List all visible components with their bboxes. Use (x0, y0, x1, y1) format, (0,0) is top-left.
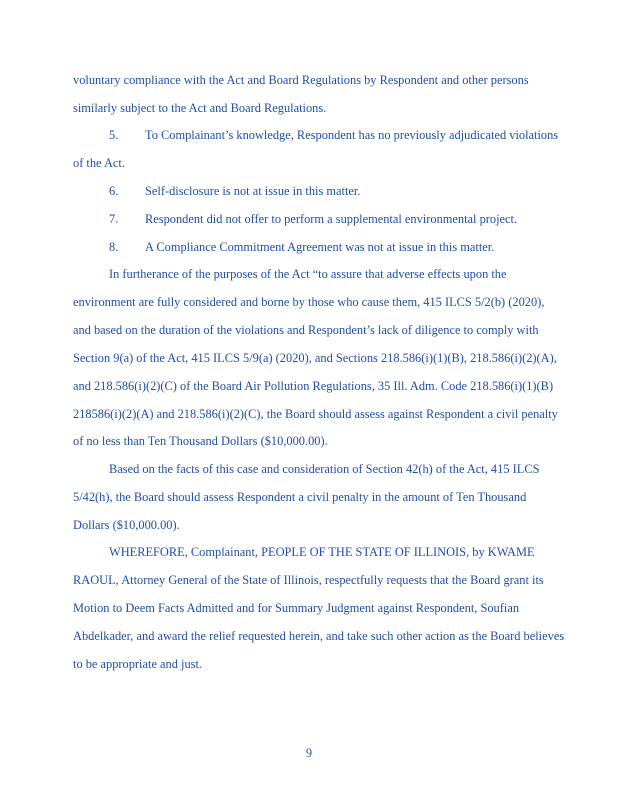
item-number: 6. (109, 184, 119, 198)
item-text-cont: of the Act. (73, 156, 125, 170)
item-text: To Complainant’s knowledge, Respondent has no previously adjudicated violations (145, 128, 559, 142)
paragraph-line: environment are fully considered and borne by those who cause them, 415 ILCS 5/2(b) (2020), (73, 295, 545, 309)
body-line: voluntary compliance with the Act and Board Regulations by Respondent and other persons (73, 73, 529, 87)
item-text: A Compliance Commitment Agreement was not at issue in this matter. (145, 240, 495, 254)
paragraph-line: In furtherance of the purposes of the Act “to assure that adverse effects upon the (109, 267, 507, 281)
paragraph-line: Based on the facts of this case and consideration of Section 42(h) of the Act, 415 ILCS (109, 462, 540, 476)
item-text: Respondent did not offer to perform a supplemental environmental project. (145, 212, 518, 226)
paragraph-line: Abdelkader, and award the relief requested herein, and take such other action as the Board believes (73, 629, 565, 643)
paragraph-line: RAOUL, Attorney General of the State of Illinois, respectfully requests that the Board grant its (73, 573, 544, 587)
paragraph-line: WHEREFORE, Complainant, PEOPLE OF THE STATE OF ILLINOIS, by KWAME (109, 545, 535, 559)
paragraph-line: and based on the duration of the violations and Respondent’s lack of diligence to comply with (73, 323, 539, 337)
paragraph-line: 5/42(h), the Board should assess Respondent a civil penalty in the amount of Ten Thousand (73, 490, 527, 504)
page-number: 9 (305, 746, 313, 760)
paragraph-line: to be appropriate and just. (73, 657, 203, 671)
body-line: similarly subject to the Act and Board Regulations. (73, 101, 327, 115)
item-number: 8. (109, 240, 119, 254)
paragraph-line: of no less than Ten Thousand Dollars ($10,000.00). (73, 434, 328, 448)
paragraph-line: Section 9(a) of the Act, 415 ILCS 5/9(a) (2020), and Sections 218.586(i)(1)(B), 218.586(i)(2)(A), (73, 351, 557, 365)
item-text: Self-disclosure is not at issue in this matter. (145, 184, 361, 198)
paragraph-line: Dollars ($10,000.00). (73, 518, 180, 532)
paragraph-line: Motion to Deem Facts Admitted and for Summary Judgment against Respondent, Soufian (73, 601, 520, 615)
paragraph-line: and 218.586(i)(2)(C) of the Board Air Pollution Regulations, 35 Ill. Adm. Code 218.586(i)(1)(B) (73, 379, 554, 393)
paragraph-line: 218586(i)(2)(A) and 218.586(i)(2)(C), the Board should assess against Respondent a civil penalty (73, 407, 558, 421)
item-number: 7. (109, 212, 119, 226)
item-number: 5. (109, 128, 119, 142)
